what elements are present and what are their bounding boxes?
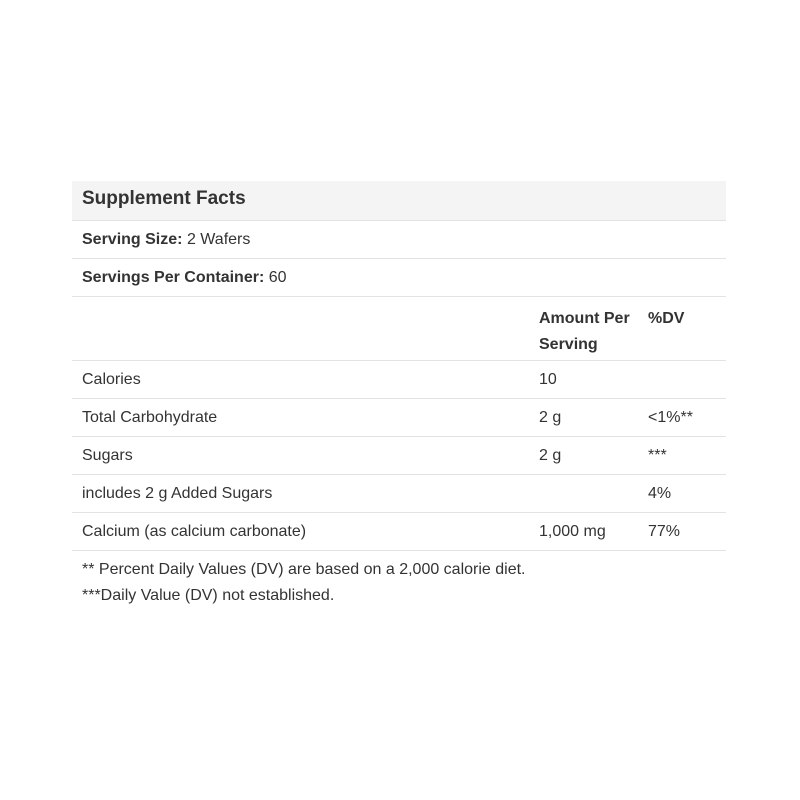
amount-per-serving-header: Amount Per Serving (539, 310, 630, 353)
table-row (72, 399, 726, 437)
footnote-dv-basis: ** Percent Daily Values (DV) are based on a 2,000 calorie diet. (82, 561, 526, 578)
nutrient-amount: 2 g (539, 447, 562, 464)
nutrient-dv: 4% (648, 485, 672, 502)
facts-title: Supplement Facts (82, 188, 246, 209)
dv-header: %DV (648, 310, 685, 327)
table-row (72, 513, 726, 551)
nutrient-name: Calories (82, 371, 141, 388)
nutrient-name: includes 2 g Added Sugars (82, 485, 273, 502)
serving-size-value: 2 Wafers (186, 231, 251, 248)
nutrient-amount: 1,000 mg (539, 523, 606, 540)
nutrient-dv: *** (648, 447, 667, 464)
serving-size-label: Serving Size: (82, 231, 183, 248)
nutrient-name: Sugars (82, 447, 133, 464)
nutrient-amount: 2 g (539, 409, 562, 426)
nutrient-amount: 10 (539, 371, 557, 388)
supplement-facts-table (72, 181, 726, 551)
footnote-dv-not-established: ***Daily Value (DV) not established. (82, 587, 335, 604)
nutrient-name: Total Carbohydrate (82, 409, 218, 426)
nutrient-dv: 77% (648, 523, 681, 540)
table-row (72, 475, 726, 513)
column-header-row (72, 297, 726, 361)
facts-title-row (72, 181, 726, 221)
footnotes (82, 557, 526, 609)
nutrient-name: Calcium (as calcium carbonate) (82, 523, 307, 540)
servings-per-container-row (72, 259, 726, 297)
table-row (72, 361, 726, 399)
table-row (72, 437, 726, 475)
servings-per-container-value: 60 (268, 269, 287, 286)
servings-per-container-label: Servings Per Container: (82, 269, 265, 286)
serving-size-row (72, 221, 726, 259)
nutrient-dv: <1%** (648, 409, 693, 426)
